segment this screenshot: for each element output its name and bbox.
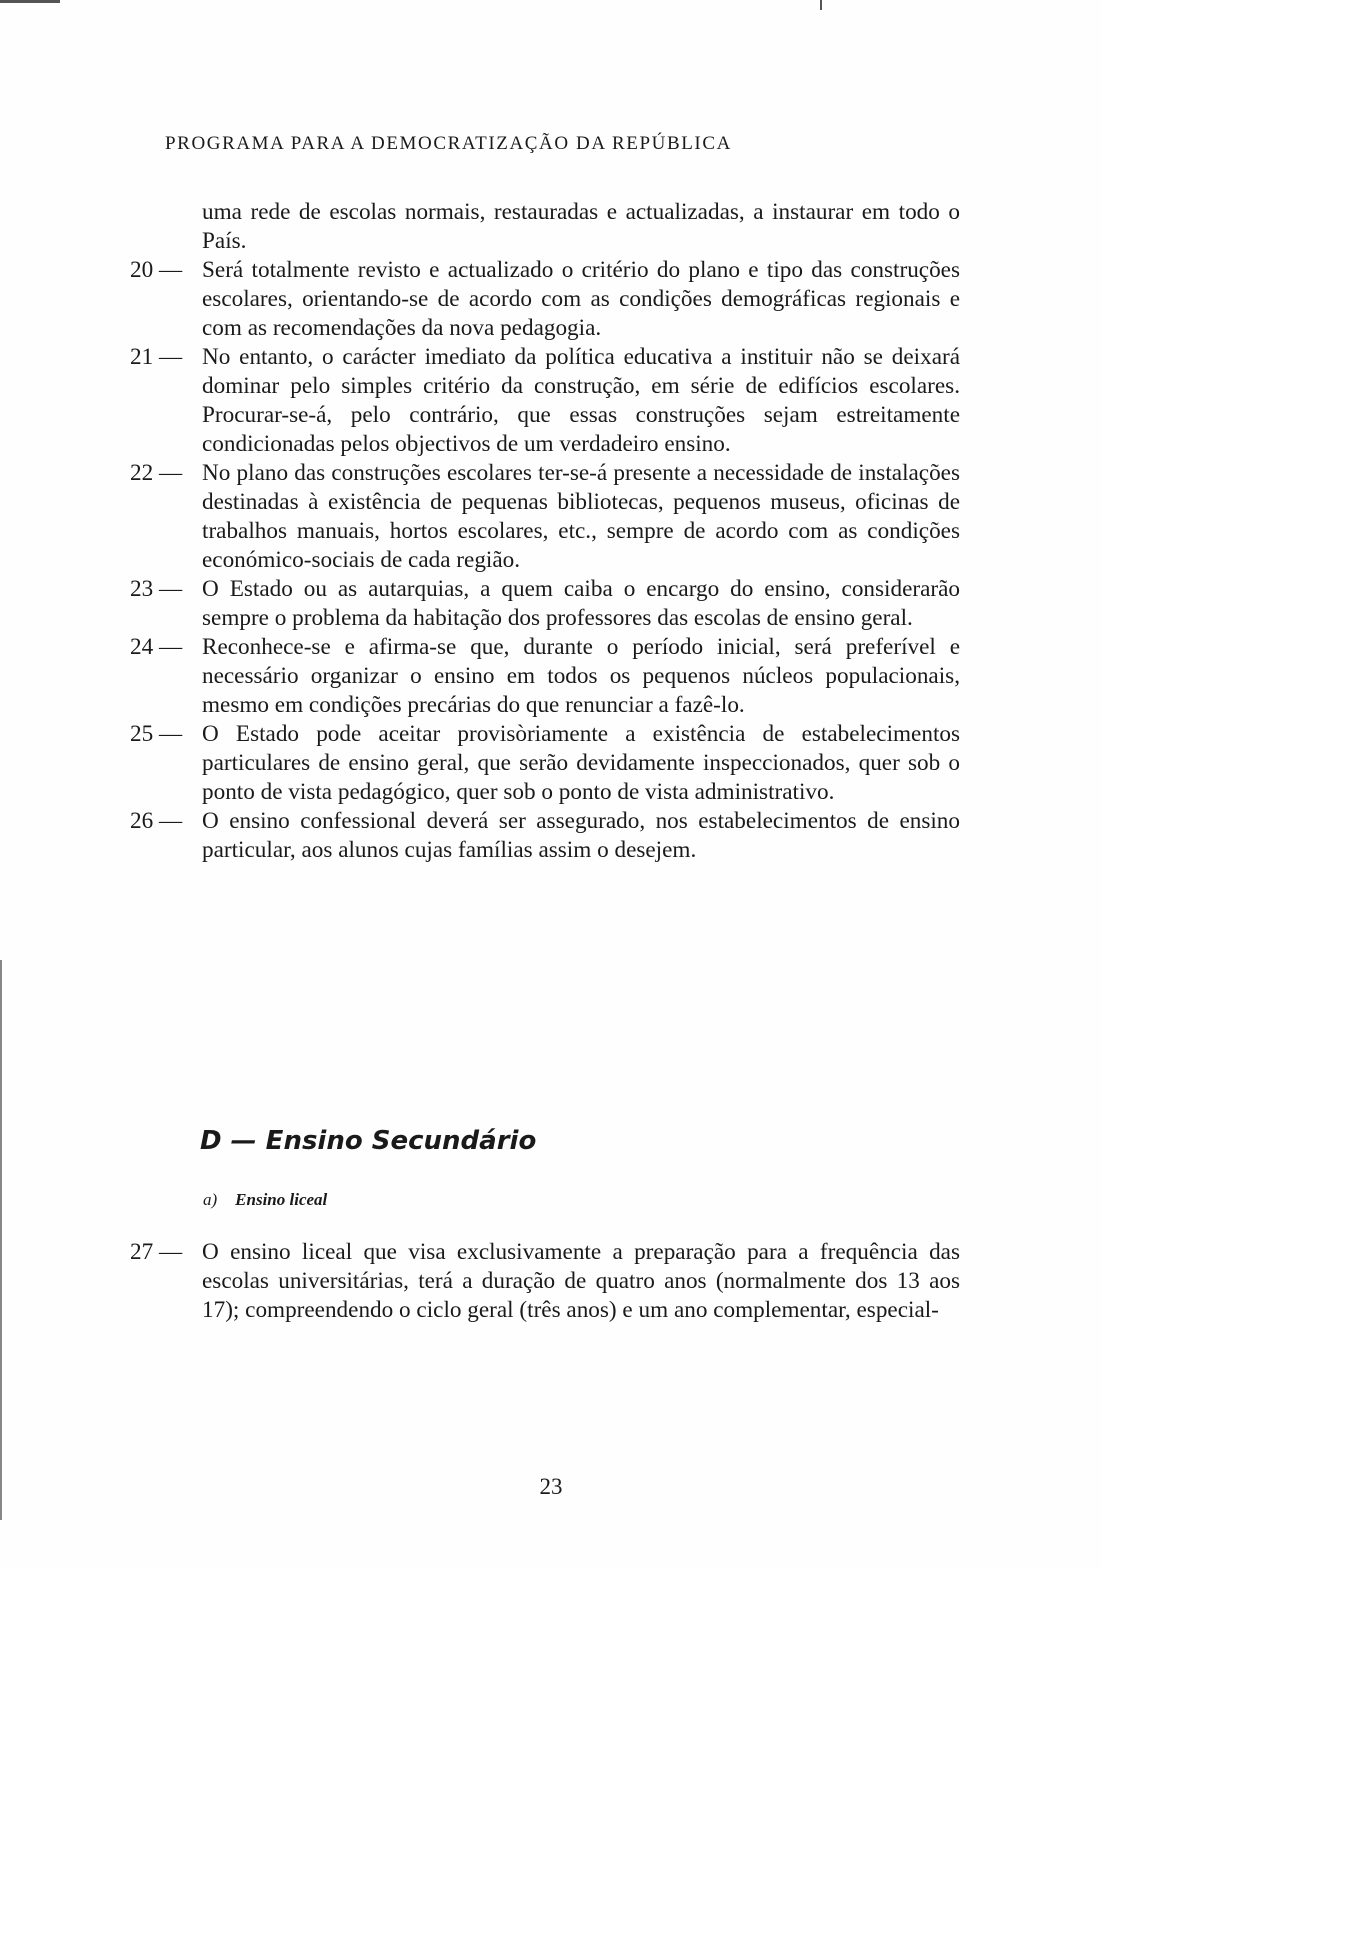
item-text: Será totalmente revisto e actualizado o critério do plano e tipo das construções escolares, orientando-se de acordo com as condições demográficas regionais e com as recomendações da nova pedagogia. <box>202 257 960 341</box>
list-item-23 <box>130 575 960 633</box>
item-text: O ensino liceal que visa exclusivamente a preparação para a frequência das escolas universitárias, terá a duração de quatro anos (normalmente dos 13 aos 17); compreendendo o ciclo geral (três anos) e um ano complementar, especial- <box>202 1239 960 1323</box>
list-item-25 <box>130 720 960 807</box>
list-item-20 <box>130 256 960 343</box>
body-text <box>130 198 960 865</box>
page-number: 23 <box>539 1474 563 1499</box>
item-number: 22 — <box>130 460 183 486</box>
item-text: O ensino confessional deverá ser assegurado, nos estabelecimentos de ensino particular, aos alunos cujas famílias assim o desejem. <box>202 808 960 863</box>
item-text: Reconhece-se e afirma-se que, durante o período inicial, será preferível e necessário organizar o ensino em todos os pequenos núcleos populacionais, mesmo em condições precárias do que renunciar a fazê-lo. <box>202 634 960 718</box>
body-text-section-d <box>130 1238 960 1325</box>
list-item-22 <box>130 459 960 575</box>
item-text: O Estado pode aceitar provisòriamente a existência de estabelecimentos particulares de ensino geral, que serão devidamente inspeccionados, quer sob o ponto de vista pedagógico, quer sob o ponto de vista administrativo. <box>202 721 960 805</box>
list-item-24 <box>130 633 960 720</box>
scan-edge-mark <box>820 0 822 10</box>
sub-heading-letter: a) <box>203 1190 218 1209</box>
list-item-21 <box>130 343 960 459</box>
item-number: 27 — <box>130 1239 183 1265</box>
list-item-27 <box>130 1238 960 1325</box>
sub-heading-text: Ensino liceal <box>235 1190 328 1209</box>
item-text: No entanto, o carácter imediato da política educativa a instituir não se deixará dominar pelo simples critério da construção, em série de edifícios escolares. Procurar-se-á, pelo contrário, que essas construções sejam estreitamente condicionadas pelos objectivos de um verdadeiro ensino. <box>202 344 960 457</box>
scan-edge-mark <box>0 0 60 3</box>
item-number: 21 — <box>130 344 183 370</box>
item-number: 25 — <box>130 721 183 747</box>
item-text: No plano das construções escolares ter-se-á presente a necessidade de instalações destinadas à existência de pequenas bibliotecas, pequenos museus, oficinas de trabalhos manuais, hortos escolares, etc., sempre de acordo com as condições económico-sociais de cada região. <box>202 460 960 573</box>
item-text: O Estado ou as autarquias, a quem caiba o encargo do ensino, considerarão sempre o problema da habitação dos professores das escolas de ensino geral. <box>202 576 960 631</box>
item-number: 26 — <box>130 808 183 834</box>
item-number: 20 — <box>130 257 183 283</box>
scan-edge-mark <box>0 960 2 1520</box>
list-item-26 <box>130 807 960 865</box>
running-head: PROGRAMA PARA A DEMOCRATIZAÇÃO DA REPÚBLICA <box>165 133 732 154</box>
item-number: 24 — <box>130 634 183 660</box>
item-number: 23 — <box>130 576 183 602</box>
sub-heading <box>203 1190 327 1210</box>
section-heading: D — Ensino Secundário <box>200 1126 537 1156</box>
continuation-paragraph: uma rede de escolas normais, restauradas e actualizadas, a instaurar em todo o País. <box>202 199 960 254</box>
